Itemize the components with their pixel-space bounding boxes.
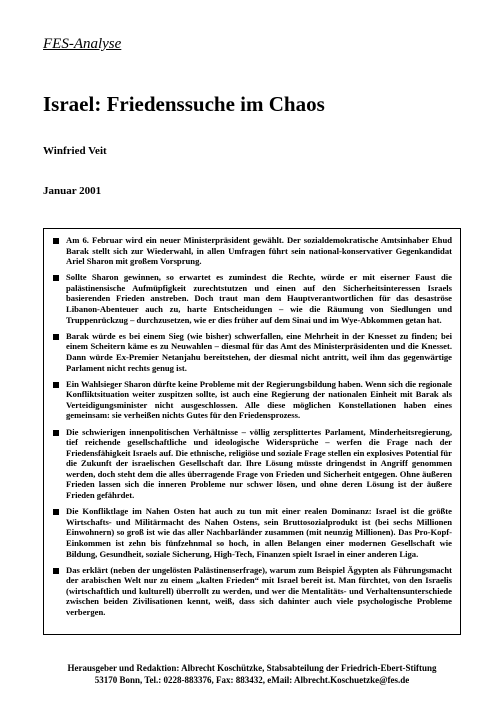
square-bullet-icon: [53, 238, 59, 244]
summary-item-text: Die schwierigen innenpolitischen Verhältnisse – völlig zersplittertes Parlament, Minderheitsregierung, tief reichende gesellschaftliche und ideologische Widersprüche – werfen die Frage nach der Friedensfähigkeit Israels auf. Die ethnische, religiöse und soziale Frage stellen ein explosives Potential für die Zukunft der israelischen Gesellschaft dar. Ihre Lösung müsste dringendst in Angriff genommen werden, doch steht dem die alles überragende Frage von Frieden und Sicherheit entgegen. Ohne äußeren Frieden lassen sich die inneren Probleme nur schwer lösen, und ohne deren Lösung ist der äußere Frieden gefährdet.: [66, 426, 452, 501]
summary-item-text: Sollte Sharon gewinnen, so erwartet es zumindest die Rechte, würde er mit eiserner Faust die palästinensische Aufmüpfigkeit zurechtstutzen und einen auf den Sicherheitsinteressen Israels basierenden Frieden anstreben. Doch traut man dem Hauptverantwortlichen für das desaströse Libanon-Abenteuer auch zu, harte Entscheidungen – wie die Räumung von Siedlungen und Truppenrückzug – durchzusetzen, wie er dies früher auf dem Sinai und im Wye-Abkommen getan hat.: [66, 272, 452, 325]
publication-series-label: FES-Analyse: [43, 36, 122, 52]
author-name: Winfried Veit: [43, 145, 107, 157]
summary-item-text: Barak würde es bei einem Sieg (wie bisher) schwerfallen, eine Mehrheit in der Knesset zu finden; bei einem Scheitern käme es zu Neuwahlen – diesmal für das Amt des Ministerpräsidenten und die Knesset. Dann würde Ex-Premier Netanjahu bereitstehen, der diesmal nicht antritt, weil ihm das gegenwärtige Parlament nicht rechts genug ist.: [66, 330, 452, 373]
summary-item-text: Am 6. Februar wird ein neuer Ministerpräsident gewählt. Der sozialdemokratische Amtsinhaber Ehud Barak stellt sich zur Wiederwahl, in allen Umfragen führt sein national-konservativer Gegenkandidat Ariel Sharon mit großem Vorsprung.: [66, 235, 452, 267]
summary-item: [52, 272, 452, 325]
summary-item: [52, 331, 452, 373]
footer-contact-line: 53170 Bonn, Tel.: 0228-883376, Fax: 883432, eMail: Albrecht.Koschuetzke@fes.de: [94, 675, 410, 685]
summary-item-text: Die Konfliktlage im Nahen Osten hat auch zu tun mit einer realen Dominanz: Israel ist die größte Wirtschafts- und Militärmacht des Nahen Ostens, sein Bruttosozialprodukt ist (bei sechs Millionen Einwohnern) so groß ist wie das aller Nachbarländer zusammen (mit neunzig Millionen). Das Pro-Kopf-Einkommen ist zehn bis fünfzehnmal so hoch, in allen Belangen einer modernen Gesellschaft wie Bildung, Gesundheit, soziale Sicherung, High-Tech, Finanzen spielt Israel in einer anderen Liga.: [66, 506, 452, 559]
summary-item: [52, 506, 452, 559]
summary-item: [52, 427, 452, 501]
square-bullet-icon: [53, 275, 59, 281]
summary-item-text: Ein Wahlsieger Sharon dürfte keine Probleme mit der Regierungsbildung haben. Wenn sich die regionale Konfliktsituation weiter zuspitzen sollte, ist auch eine Regierung der nationalen Einheit mit Barak als Verteidigungsminister nicht ausgeschlossen. Alle diese möglichen Konstellationen haben eines gemeinsam: sie verheißen nichts Gutes für den Friedensprozess.: [66, 378, 452, 421]
summary-item: [52, 235, 452, 267]
square-bullet-icon: [53, 382, 59, 388]
summary-item: [52, 379, 452, 421]
document-title: Israel: Friedenssuche im Chaos: [43, 92, 325, 116]
summary-list: [52, 235, 452, 618]
square-bullet-icon: [53, 568, 59, 574]
publication-date: Januar 2001: [43, 185, 102, 197]
summary-item-text: Das erklärt (neben der ungelösten Palästinenserfrage), warum zum Beispiel Ägypten als Führungsmacht der arabischen Welt nur zu einem „kalten Frieden“ mit Israel bereit ist. Man fürchtet, von den Israelis (wirtschaftlich und kulturell) überrollt zu werden, und wer die Mentalitäts- und Verhaltensunterschiede zwischen beiden Zivilisationen kennt, weiß, dass sich dahinter auch viele psychologische Probleme verbergen.: [66, 564, 452, 617]
footer-editor-line: Herausgeber und Redaktion: Albrecht Koschützke, Stabsabteilung der Friedrich-Ebert-Stiftung: [67, 663, 437, 673]
square-bullet-icon: [53, 430, 59, 436]
square-bullet-icon: [53, 334, 59, 340]
summary-item: [52, 565, 452, 618]
summary-box: [43, 228, 461, 635]
square-bullet-icon: [53, 509, 59, 515]
publisher-footer: [0, 662, 504, 686]
